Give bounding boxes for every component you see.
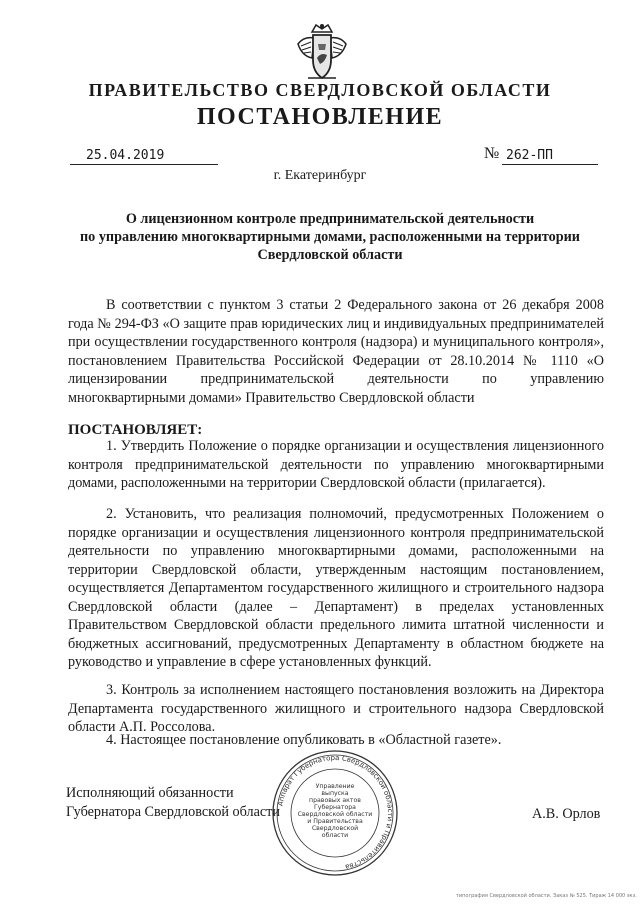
coat-of-arms-icon <box>294 22 350 82</box>
preamble-paragraph: В соответствии с пунктом 3 статьи 2 Федерального закона от 26 декабря 2008 года № 294-ФЗ «О защите прав юридических лиц и индивидуальных предпринимателей при осуществлении государственного контроля (надзора) и муниципального контроля», постановлением Правительства Российской Федерации от 28.10.2014 № 1110 «О лицензировании предпринимательской деятельности по управлению многоквартирными домами» Правительство Свердловской области <box>68 297 604 406</box>
decree-heading: ПОСТАНОВЛЯЕТ: <box>68 422 203 438</box>
city: г. Екатеринбург <box>273 168 367 183</box>
stamp-line: области <box>321 832 349 839</box>
item-paragraph: 4. Настоящее постановление опубликовать в «Областной газете». <box>106 732 502 748</box>
signatory-name: А.В. Орлов <box>532 806 601 822</box>
stamp-line: Управление <box>315 783 355 790</box>
title-line: О лицензионном контроле предпринимательской деятельности <box>125 211 535 227</box>
stamp-line: выпуска <box>321 790 349 797</box>
stamp-line: Свердловской области <box>297 811 373 818</box>
official-stamp-icon <box>270 748 400 878</box>
position-line: Исполняющий обязанности <box>66 785 234 801</box>
stamp-line: Губернатора <box>314 804 356 811</box>
government-heading: ПРАВИТЕЛЬСТВО СВЕРДЛОВСКОЙ ОБЛАСТИ <box>88 80 552 100</box>
position-line: Губернатора Свердловской области <box>66 804 280 820</box>
signatory-position <box>66 784 280 822</box>
number-label: № <box>484 145 500 162</box>
document-date: 25.04.2019 <box>70 148 218 165</box>
stamp-line: Свердловской <box>311 825 359 832</box>
stamp-line: правовых актов <box>309 797 361 804</box>
print-footer: типография Свердловской области. Заказ № 525. Тираж 14 000 экз. <box>456 893 637 899</box>
title-line: по управлению многоквартирными домами, расположенными на территории <box>80 229 580 245</box>
title-line: Свердловской области <box>257 247 403 263</box>
item-paragraph: 2. Установить, что реализация полномочий, предусмотренных Положением о порядке организации и осуществления лицензионного контроля предпринимательской деятельности по управлению многоквартирными домами, расположенными на территории Свердловской области, утвержденным настоящим постановлением, осуществляется Департаментом государственного жилищного и строительного надзора Свердловской области (далее – Департамент) в пределах установленных Правительством Свердловской области предельного лимита штатной численности и бюджетных ассигнований, предусмотренных Департаменту в областном бюджете на руководство и управление в сфере установленных функций. <box>68 506 604 670</box>
document-title <box>60 210 600 264</box>
item-paragraph: 1. Утвердить Положение о порядке организации и осуществления лицензионного контроля предпринимательской деятельности по управлению многоквартирными домами, расположенными на территории Свердловской области (прилагается). <box>68 438 604 491</box>
stamp-line: и Правительства <box>307 818 363 825</box>
document-number: 262-ПП <box>502 148 598 165</box>
item-paragraph: 3. Контроль за исполнением настоящего постановления возложить на Директора Департамента государственного жилищного и строительного надзора Свердловской области А.П. Россолова. <box>68 682 604 735</box>
document-type-heading: ПОСТАНОВЛЕНИЕ <box>196 104 444 130</box>
stamp-ring-text: Аппарат Губернатора Свердловской области и Правительства <box>276 753 395 871</box>
